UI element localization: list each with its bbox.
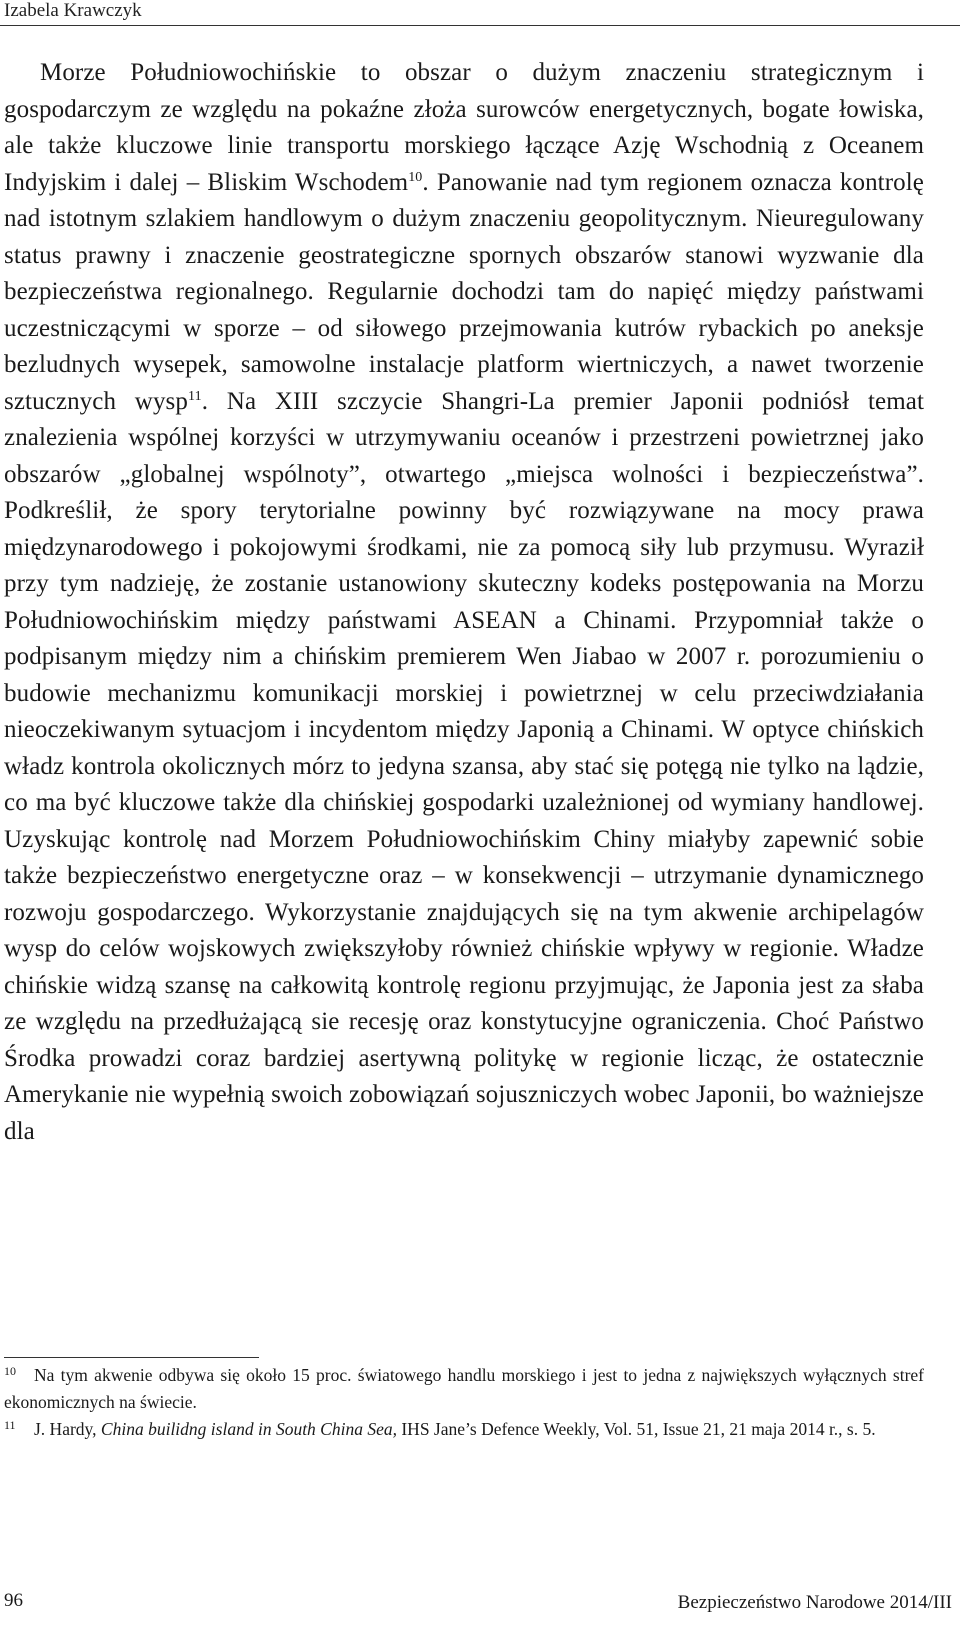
page-number: 96 xyxy=(4,1590,23,1611)
footnote-divider xyxy=(4,1357,259,1358)
body-text-part-3: . Na XIII szczycie Shangri-La premier Japonii podniósł temat znalezienia wspólnej korzyści w utrzymywaniu oceanów i przestrzeni powietrznej jako obszarów „globalnej wspólnoty”, otwartego „miejsca wolności i bezpieczeństwa”. Podkreślił, że spory terytorialne powinny być rozwiązywane na mocy prawa międzynarodowego i pokojowymi środkami, nie za pomocą siły lub przymusu. Wyraził przy tym nadzieję, że zostanie ustanowiony skuteczny kodeks postępowania na Morzu Południowochińskim między państwami ASEAN a Chinami. Przypomniał także o podpisanym między nim a chińskim premierem Wen Jiabao w 2007 r. porozumieniu o budowie mechanizmu komunikacji morskiej i powietrznej w celu przeciwdziałania nieoczekiwanym sytuacjom i incydentom między Japonią a Chinami. W optyce chińskich władz kontrola okolicznych mórz to jedyna szansa, aby stać się potęgą nie tylko na lądzie, co ma być kluczowe także dla chińskiej gospodarki uzależnionej od wymiany handlowej. Uzyskując kontrolę nad Morzem Południowochińskim Chiny miałyby zapewnić sobie także bezpieczeństwo energetyczne oraz – w konsekwencji – utrzymanie dynamicznego rozwoju gospodarczego. Wykorzystanie znajdujących się na tym akwenie archipelagów wysp do celów wojskowych zwiększyłoby również chińskie wpływy w regionie. Władze chińskie widzą szansę na całkowitą kontrolę regionu przyjmując, że Japonia jest za słaba ze względu na przedłużającą sie recesję oraz konstytucyjne ograniczenia. Choć Państwo Środka prowadzi coraz bardziej asertywną politykę w regionie licząc, że ostatecznie Amerykanie nie wypełnią swoich zobowiązań sojuszniczych wobec Japonii, bo ważniejsze dla xyxy=(4,387,925,1145)
footnote-cited-title: China builidng island in South China Sea, xyxy=(100,1419,397,1439)
footnotes xyxy=(4,1362,924,1443)
body-paragraph xyxy=(4,55,924,1150)
body-text-part-2: . Panowanie nad tym regionem oznacza kontrolę nad istotnym szlakiem handlowym o dużym znaczeniu geopolitycznym. Nieuregulowany status prawny i znaczenie geostrategiczne spornych obszarów stanowi wyzwanie dla bezpieczeństwa regionalnego. Regularnie dochodzi tam do napięć między państwami uczestniczącymi w sporze – od siłowego przejmowania kutrów rybackich po aneksje bezludnych wysepek, samowolne instalacje platform wiertniczych, a nawet tworzenie sztucznych wysp xyxy=(4,168,924,415)
footnote-ref-11[interactable]: 11 xyxy=(188,388,202,404)
main-text xyxy=(4,55,924,1150)
footnote-text: Na tym akwenie odbywa się około 15 proc. światowego handlu morskiego i jest to jedna z największych wyłącznych stref ekonomicznych na świecie. xyxy=(4,1365,924,1412)
footnote-ref-10[interactable]: 10 xyxy=(408,169,423,185)
body-text-part-1: Morze Południowochińskie to obszar o dużym znaczeniu strategicznym i gospodarczym ze względu na pokaźne złoża surowców energetycznych, bogate łowiska, ale także kluczowe linie transportu morskiego łączące Azję Wschodnią z Oceanem Indyjskim i dalej – Bliskim Wschodem xyxy=(4,59,924,196)
header-divider xyxy=(0,25,960,26)
running-head-author: Izabela Krawczyk xyxy=(4,0,142,21)
journal-name: Bezpieczeństwo Narodowe 2014/III xyxy=(677,1592,952,1613)
footnote-11: 11 J. Hardy, China builidng island in South China Sea, IHS Jane’s Defence Weekly, Vol. 51, Issue 21, 21 maja 2014 r., s. 5. xyxy=(4,1418,876,1439)
footnote-10: 10 Na tym akwenie odbywa się około 15 proc. światowego handlu morskiego i jest to jedna z największych wyłącznych stref ekonomicznych na świecie. xyxy=(4,1364,924,1412)
footnote-text-prefix: J. Hardy, xyxy=(34,1419,101,1439)
footnote-text-suffix: IHS Jane’s Defence Weekly, Vol. 51, Issue 21, 21 maja 2014 r., s. 5. xyxy=(396,1419,876,1439)
